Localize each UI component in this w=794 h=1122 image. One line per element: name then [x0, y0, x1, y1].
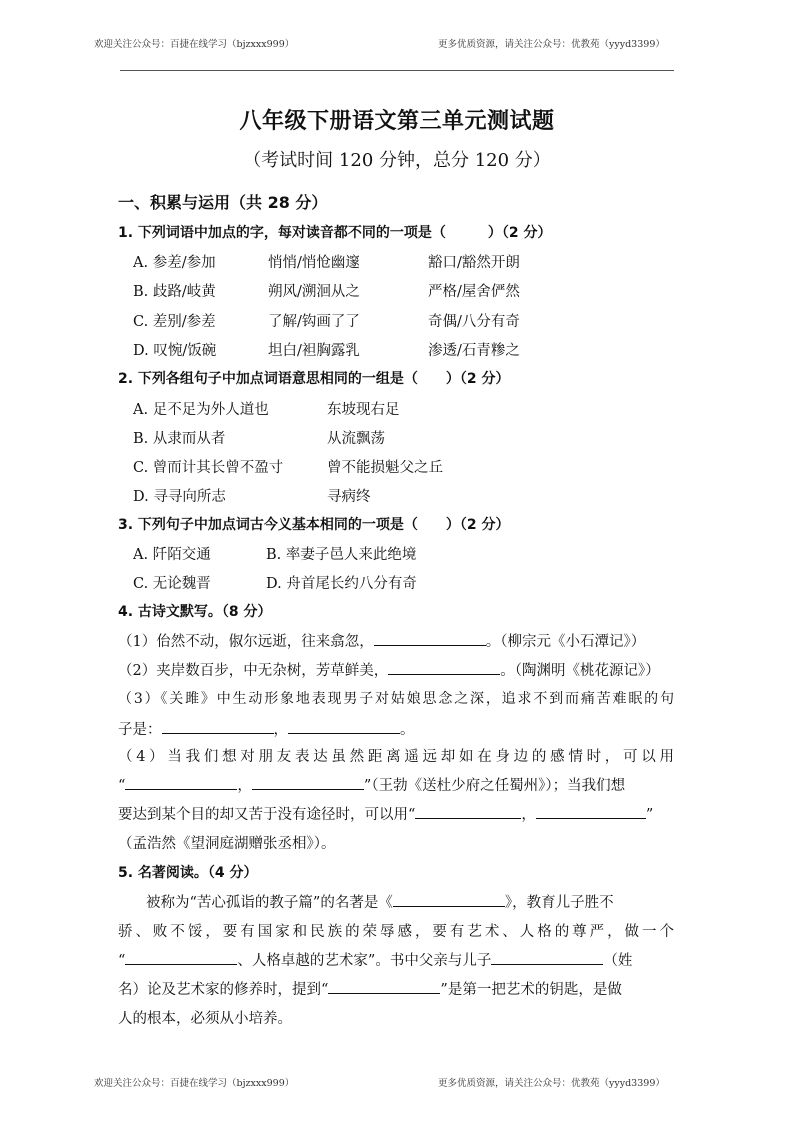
answer-blank[interactable]	[415, 804, 521, 819]
q5-line-5: 人的根本，必须从小培养。	[118, 1011, 292, 1027]
q1-option-b-3: 严格/屋舍俨然	[428, 284, 520, 300]
answer-blank[interactable]	[328, 979, 440, 994]
q1-option-c-3: 奇偶/八分有奇	[428, 314, 520, 330]
question-5-stem: 5. 名著阅读。（4 分）	[118, 865, 258, 881]
q1-option-d-3: 渗透/石青糁之	[428, 343, 520, 359]
answer-blank[interactable]	[393, 892, 505, 907]
q1-option-a-1: A. 参差/参加	[133, 255, 216, 271]
q5-line-2: 骄、败不馁，要有国家和民族的荣辱感，要有艺术、人格的尊严，做一个	[118, 924, 674, 940]
q1-option-b-1: B. 歧路/岐黄	[133, 284, 216, 300]
q4-line-8: （孟浩然《望洞庭湖赠张丞相》）。	[118, 836, 336, 852]
q2-option-a-2: 东坡现右足	[327, 402, 400, 418]
answer-blank[interactable]	[388, 660, 500, 675]
q1-option-d-1: D. 叹惋/饭碗	[133, 343, 217, 359]
q5-line-4: 名）论及艺术家的修养时，提到“ ”是第一把艺术的钥匙，是做	[118, 978, 622, 999]
answer-blank[interactable]	[162, 719, 274, 734]
footer-right: 更多优质资源，请关注公众号：优教苑（yyyd3399）	[438, 1078, 665, 1089]
q4-line-1: （1）佁然不动，俶尔远逝，往来翕忽， 。（柳宗元《小石潭记》）	[118, 630, 645, 651]
q1-option-b-2: 朔风/溯洄从之	[268, 284, 360, 300]
q4-line-7: 要达到某个目的却又苦于没有途径时，可以用“ ， ”	[118, 803, 653, 824]
question-3-stem: 3. 下列句子中加点词古今义基本相同的一项是（ ）（2 分）	[118, 517, 510, 533]
q2-option-a-1: A. 足不足为外人道也	[133, 402, 269, 418]
answer-blank[interactable]	[491, 950, 603, 965]
section-heading: 一、积累与运用（共 28 分）	[118, 193, 328, 212]
page-subtitle: （考试时间 120 分钟，总分 120 分）	[243, 150, 551, 171]
answer-blank[interactable]	[288, 719, 400, 734]
answer-blank[interactable]	[125, 775, 237, 790]
page-title: 八年级下册语文第三单元测试题	[239, 109, 555, 134]
q1-option-c-2: 了解/钩画了了	[268, 314, 360, 330]
q3-option-b: B. 率妻子邑人来此绝境	[266, 547, 417, 563]
answer-blank[interactable]	[252, 775, 364, 790]
q3-option-d: D. 舟首尾长约八分有奇	[266, 576, 417, 592]
q1-option-c-1: C. 差别/参差	[133, 314, 216, 330]
q1-option-a-3: 豁口/豁然开朗	[428, 255, 520, 271]
question-1-stem: 1. 下列词语中加点的字，每对读音都不同的一项是（ ）（2 分）	[118, 225, 552, 241]
question-4-stem: 4. 古诗文默写。（8 分）	[118, 604, 272, 620]
q2-option-d-1: D. 寻寻向所志	[133, 489, 226, 505]
q3-option-a: A. 阡陌交通	[133, 547, 211, 563]
q4-line-5: （4）当我们想对朋友表达虽然距离遥远却如在身边的感情时，可以用	[118, 749, 674, 765]
q2-option-d-2: 寻病终	[327, 489, 371, 505]
q1-option-a-2: 悄悄/悄怆幽邃	[268, 255, 360, 271]
question-2-stem: 2. 下列各组句子中加点词语意思相同的一组是（ ）（2 分）	[118, 371, 510, 387]
q5-line-3: “ 、人格卓越的艺术家”。书中父亲与儿子 （姓	[118, 949, 632, 970]
q4-line-2: （2）夹岸数百步，中无杂树，芳草鲜美， 。（陶渊明《桃花源记》）	[118, 659, 660, 680]
q3-option-c: C. 无论魏晋	[133, 576, 211, 592]
q2-option-b-2: 从流飘荡	[327, 431, 385, 447]
q2-option-b-1: B. 从隶而从者	[133, 431, 226, 447]
q2-option-c-2: 曾不能损魁父之丘	[327, 460, 443, 476]
q5-line-1: 被称为“苦心孤诣的教子篇”的名著是《 》，教育儿子胜不	[146, 891, 614, 912]
q4-line-3: （3）《关雎》中生动形象地表现男子对姑娘思念之深，追求不到而痛苦难眠的句	[118, 691, 674, 707]
header-divider	[120, 70, 674, 71]
answer-blank[interactable]	[374, 631, 486, 646]
q4-line-6: “ ， ”（王勃《送杜少府之任蜀州》）；当我们想	[118, 774, 625, 795]
footer-left: 欢迎关注公众号：百捷在线学习（bjzxxx999）	[94, 1078, 295, 1089]
q4-line-4: 子是： ， 。	[118, 718, 415, 739]
q2-option-c-1: C. 曾而计其长曾不盈寸	[133, 460, 284, 476]
answer-blank[interactable]	[125, 950, 237, 965]
answer-blank[interactable]	[536, 804, 646, 819]
header-right: 更多优质资源，请关注公众号：优教苑（yyyd3399）	[438, 39, 665, 50]
header-left: 欢迎关注公众号：百捷在线学习（bjzxxx999）	[94, 39, 295, 50]
q1-option-d-2: 坦白/袒胸露乳	[268, 343, 360, 359]
